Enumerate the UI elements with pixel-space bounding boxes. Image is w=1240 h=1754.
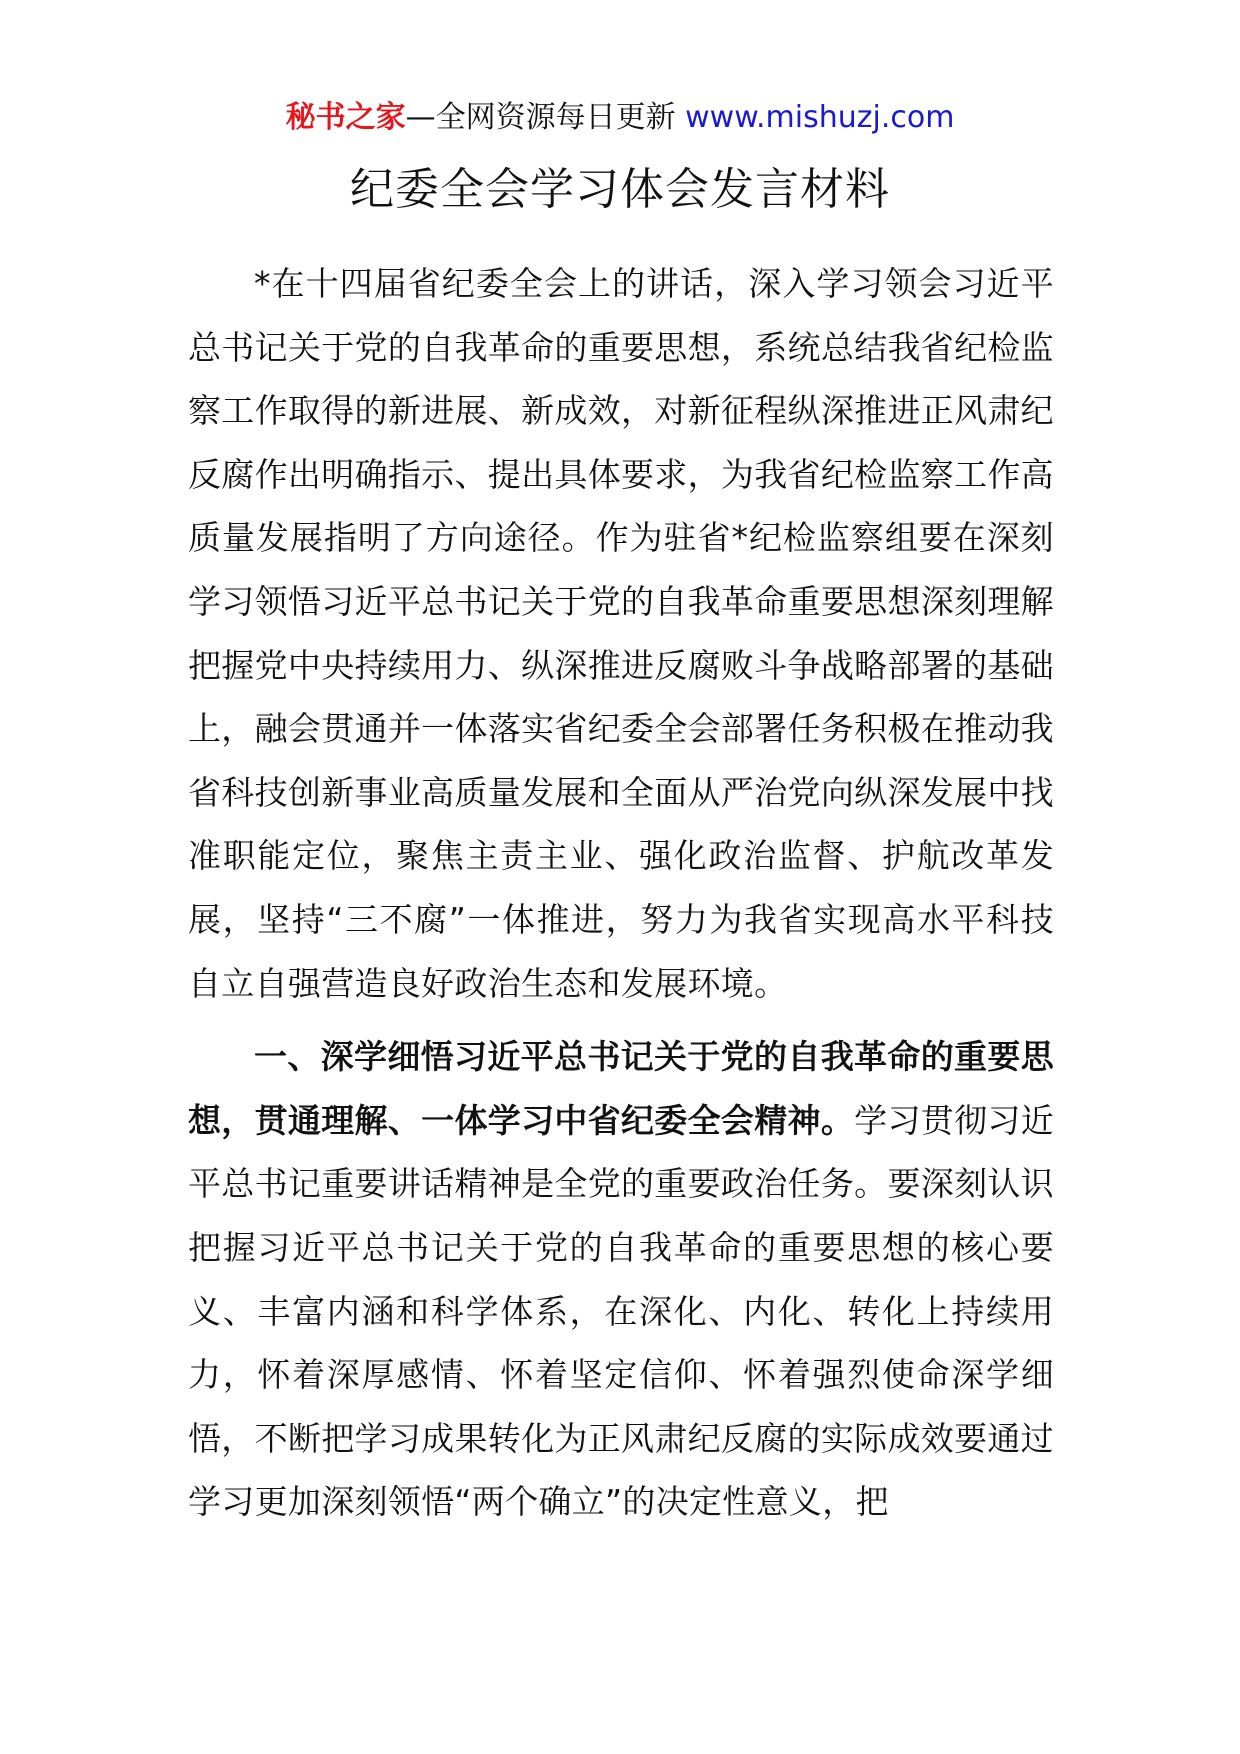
banner-tagline: —全网资源每日更新 (405, 100, 686, 135)
intro-paragraph-text: *在十四届省纪委全会上的讲话，深入学习领会习近平总书记关于党的自我革命的重要思想，系统总结我省纪检监察工作取得的新进展、新成效，对新征程纵深推进正风肃纪反腐作出明确指示、提出具体要求，为我省纪检监察工作高质量发展指明了方向途径。作为驻省*纪检监察组要在深刻学习领悟习近平总书记关于党的自我革命重要思想深刻理解把握党中央持续用力、纵深推进反腐败斗争战略部署的基础上，融会贯通并一体落实省纪委全会部署任务积极在推动我省科技创新事业高质量发展和全面从严治党向纵深发展中找准职能定位，聚焦主责主业、强化政治监督、护航改革发展，坚持“三不腐”一体推进，努力为我省实现高水平科技自立自强营造良好政治生态和发展环境。 (188, 264, 1054, 1003)
section-one-heading: 一、深学细悟习近平总书记关于党的自我革命的重要思想，贯通理解、一体学习中省纪委全会精神。 (188, 1037, 1054, 1140)
intro-paragraph (188, 252, 1054, 1015)
site-banner (0, 98, 1240, 138)
document-body (188, 252, 1054, 1534)
section-one-paragraph (188, 1025, 1054, 1534)
site-url-link[interactable]: www.mishuzj.com (685, 100, 955, 135)
section-one-text: 学习贯彻习近平总书记重要讲话精神是全党的重要政治任务。要深刻认识把握习近平总书记关于党的自我革命的重要思想的核心要义、丰富内涵和科学体系，在深化、内化、转化上持续用力，怀着深厚感情、怀着坚定信仰、怀着强烈使命深学细悟，不断把学习成果转化为正风肃纪反腐的实际成效要通过学习更加深刻领悟“两个确立”的决定性意义，把 (188, 1100, 1054, 1522)
brand-name: 秘书之家 (285, 100, 406, 135)
document-title: 纪委全会学习体会发言材料 (350, 164, 890, 215)
